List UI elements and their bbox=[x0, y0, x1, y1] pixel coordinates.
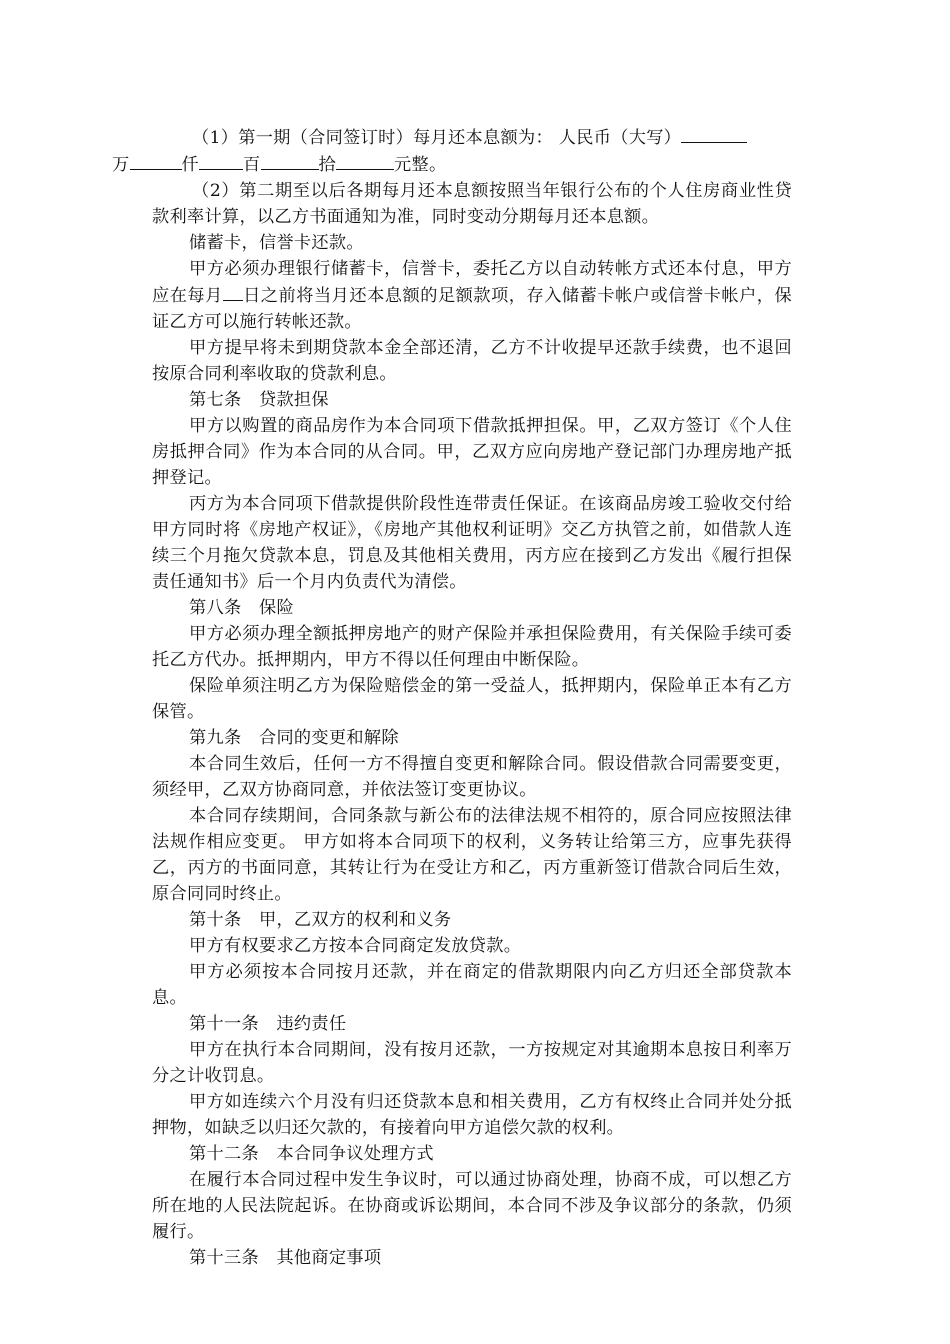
paragraph-card-transfer bbox=[152, 256, 792, 335]
contract-body bbox=[112, 124, 792, 1271]
article-9-heading: 第九条 合同的变更和解除 bbox=[189, 728, 399, 748]
paragraph-12-1: 在履行本合同过程中发生争议时，可以通过协商处理，协商不成，可以想乙方所在地的人民法院起诉。在协商或诉讼期间，本合同不涉及争议部分的条款，仍须履行。 bbox=[152, 1170, 792, 1242]
yuan-label: 元整。 bbox=[394, 155, 447, 175]
wan-blank[interactable] bbox=[130, 151, 182, 170]
qian-blank[interactable] bbox=[199, 151, 243, 170]
paragraph-card-repayment: 储蓄卡，信誉卡还款。 bbox=[189, 233, 364, 253]
article-12-heading: 第十二条 本合同争议处理方式 bbox=[189, 1144, 434, 1164]
paragraph-early-repayment: 甲方提早将未到期贷款本金全部还清，乙方不计收提早还款手续费，也不退回按原合同利率收取的贷款利息。 bbox=[152, 338, 792, 384]
amount-line-text: （1）第一期（合同签订时）每月还本息额为： 人民币（大写） bbox=[192, 128, 682, 148]
card-transfer-text-a: 甲方必须办理银行储蓄卡，信誉卡，委托乙方以自动转帐方式还本付息，甲方应在每月 bbox=[152, 259, 792, 306]
bai-label: 百 bbox=[243, 155, 261, 175]
qian-label: 仟 bbox=[181, 155, 199, 175]
paragraph-7-1: 甲方以购置的商品房作为本合同项下借款抵押担保。甲，乙双方签订《个人住房抵押合同》作为本合同的从合同。甲，乙双方应向房地产登记部门办理房地产抵押登记。 bbox=[152, 416, 792, 488]
paragraph-11-1: 甲方在执行本合同期间，没有按月还款，一方按规定对其逾期本息按日利率万分之计收罚息。 bbox=[152, 1040, 792, 1086]
paragraph-8-2: 保险单须注明乙方为保险赔偿金的第一受益人，抵押期内，保险单正本有乙方保管。 bbox=[152, 676, 792, 722]
day-blank[interactable] bbox=[223, 282, 243, 301]
article-10-heading: 第十条 甲，乙双方的权利和义务 bbox=[189, 910, 452, 930]
paragraph-7-2: 丙方为本合同项下借款提供阶段性连带责任保证。在该商品房竣工验收交付给甲方同时将《房地产权证》，《房地产其他权利证明》交乙方执管之前，如借款人连续三个月拖欠贷款本息，罚息及其他相关费用，丙方应在接到乙方发出《履行担保责任通知书》后一个月内负责代为清偿。 bbox=[152, 494, 792, 592]
amount-paragraph bbox=[112, 124, 792, 178]
paragraph-10-2: 甲方必须按本合同按月还款，并在商定的借款期限内向乙方归还全部贷款本息。 bbox=[152, 962, 792, 1008]
paragraph-10-1: 甲方有权要求乙方按本合同商定发放贷款。 bbox=[189, 936, 522, 956]
wan-label: 万 bbox=[112, 155, 130, 175]
article-11-heading: 第十一条 违约责任 bbox=[189, 1014, 347, 1034]
article-7-heading: 第七条 贷款担保 bbox=[189, 390, 329, 410]
article-8-heading: 第八条 保险 bbox=[189, 598, 294, 618]
bai-blank[interactable] bbox=[261, 151, 319, 170]
paragraph-9-1: 本合同生效后，任何一方不得擅自变更和解除合同。假设借款合同需要变更，须经甲，乙双方协商同意，并依法签订变更协议。 bbox=[152, 754, 792, 800]
amount-blank[interactable] bbox=[681, 124, 747, 143]
paragraph-9-2: 本合同存续期间，合同条款与新公布的法律法规不相符的，原合同应按照法律法规作相应变更。 甲方如将本合同项下的权利，义务转让给第三方，应事先获得乙，丙方的书面同意，其转让行为在受让方和乙，丙方重新签订借款合同后生效，原合同同时终止。 bbox=[152, 806, 792, 904]
shi-label: 拾 bbox=[318, 155, 336, 175]
paragraph-8-1: 甲方必须办理全额抵押房地产的财产保险并承担保险费用，有关保险手续可委托乙方代办。抵押期内，甲方不得以任何理由中断保险。 bbox=[152, 624, 792, 670]
paragraph-interest: （2）第二期至以后各期每月还本息额按照当年银行公布的个人住房商业性贷款利率计算，以乙方书面通知为准，同时变动分期每月还本息额。 bbox=[152, 181, 792, 227]
article-13-heading: 第十三条 其他商定事项 bbox=[189, 1248, 382, 1268]
paragraph-11-2: 甲方如连续六个月没有归还贷款本息和相关费用，乙方有权终止合同并处分抵押物，如缺乏以归还欠款的，有接着向甲方追偿欠款的权利。 bbox=[152, 1092, 792, 1138]
wan-label-wrap bbox=[112, 155, 130, 175]
shi-blank[interactable] bbox=[336, 151, 394, 170]
card-transfer-text-b: 日之前将当月还本息额的足额款项，存入储蓄卡帐户或信誉卡帐户，保证乙方可以施行转帐还款。 bbox=[152, 286, 792, 332]
